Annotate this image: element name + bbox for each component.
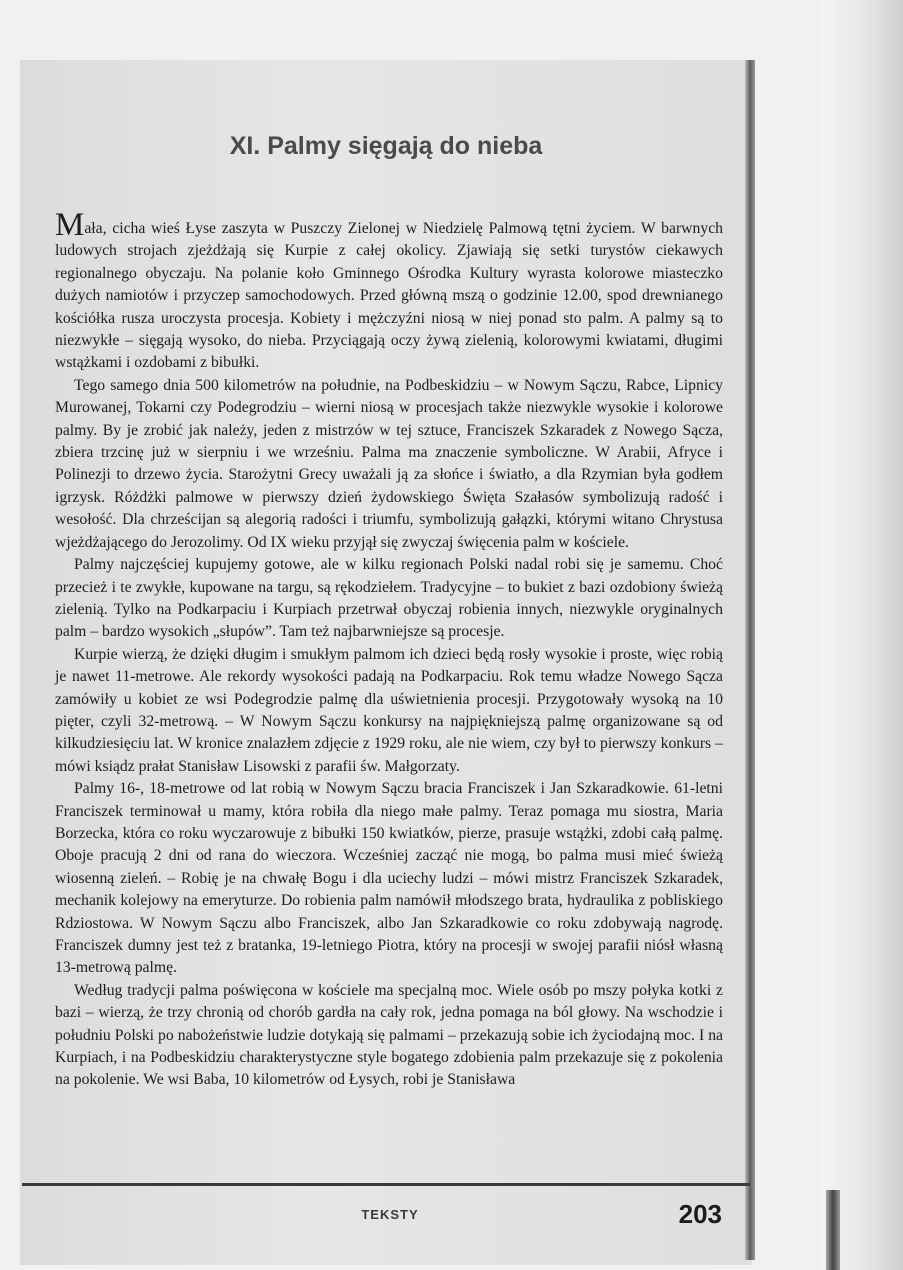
paragraph-6: Według tradycji palma poświęcona w kościele ma specjalną moc. Wiele osób po mszy połyka kotki z bazi – wierzą, że trzy chronią od chorób gardła na cały rok, jedna pomaga na ból głowy. Na wschodzie i południu Polski po nabożeństwie ludzie dotykają się palmami – przekazują sobie ich życiodajną moc. I na Kurpiach, i na Podbeskidziu charakterystyczne style bogatego zdobienia palm przekazuje się z pokolenia na pokolenie. We wsi Baba, 10 kilometrów od Łysych, robi je Stanisława bbox=[55, 981, 723, 1089]
article-body bbox=[55, 207, 723, 1092]
paragraph-2: Tego samego dnia 500 kilometrów na południe, na Podbeskidziu – w Nowym Sączu, Rabce, Lipnicy Murowanej, Tokarni czy Podegrodziu – wierni niosą w procesjach także niezwykle wysokie i kolorowe palmy. By je zrobić jak należy, jeden z mistrzów w tej sztuce, Franciszek Szkaradek z Nowego Sącza, zbiera trzcinę już w sierpniu i we wrześniu. Palma ma znaczenie symboliczne. W Arabii, Afryce i Polinezji to drzewo życia. Starożytni Grecy uważali ją za słońce i światło, a dla Rzymian była godłem igrzysk. Różdżki palmowe w pierwszy dzień żydowskiego Święta Szałasów symbolizują radość i wesołość. Dla chrześcijan są alegorią radości i triumfu, symbolizują gałązki, którymi witano Chrystusa wjeżdżającego do Jerozolimy. Od IX wieku przyjął się zwyczaj święcenia palm w kościele. bbox=[55, 376, 723, 551]
page-edge-shadow bbox=[745, 60, 755, 1260]
page-number: 203 bbox=[678, 1199, 722, 1229]
footer-rule bbox=[22, 1183, 750, 1186]
chapter-title: XI. Palmy sięgają do nieba bbox=[229, 132, 543, 160]
paragraph-5: Palmy 16-, 18-metrowe od lat robią w Nowym Sączu bracia Franciszek i Jan Szkaradkowie. 61-letni Franciszek terminował u mamy, która robiła dla niego małe palmy. Teraz pomaga mu siostra, Maria Borzecka, która co roku wyczarowuje z bibułki 150 kwiatków, pierze, prasuje wstążki, zdobi całą palmę. Oboje pracują 2 dni od rana do wieczora. Wcześniej zacząć nie mogą, bo palma musi mieć świeżą wiosenną zieleń. – Robię je na chwałę Bogu i dla uciechy ludzi – mówi mistrz Franciszek Szkaradek, mechanik kolejowy na emeryturze. Do robienia palm namówił młodszego brata, hydraulika z pobliskiego Rdziostowa. W Nowym Sączu albo Franciszek, albo Jan Szkaradkowie co roku zdobywają nagrodę. Franciszek dumny jest też z bratanka, 19-letniego Piotra, który na procesji w swojej parafii niósł własną 13-metrową palmę. bbox=[55, 780, 723, 977]
paragraph-4: Kurpie wierzą, że dzięki długim i smukłym palmom ich dzieci będą rosły wysokie i proste, więc robią je nawet 11-metrowe. Ale rekordy wysokości padają na Podkarpaciu. Rok temu władze Nowego Sącza zamówiły u kobiet ze wsi Podegrodzie palmę dla uświetnienia procesji. Przygotowały wysoką na 10 pięter, czyli 32-metrową. – W Nowym Sączu konkursy na najpiękniejszą palmę organizowane są od kilkudziesięciu lat. W kronice znalazłem zdjęcie z 1929 roku, ale nie wiem, czy był to pierwszy konkurs – mówi ksiądz prałat Stanisław Lisowski z parafii św. Małgorzaty. bbox=[55, 645, 723, 775]
binding-edge bbox=[826, 1190, 840, 1270]
footer-section-label: TEKSTY bbox=[361, 1207, 419, 1222]
paragraph-3: Palmy najczęściej kupujemy gotowe, ale w kilku regionach Polski nadal robi się je samemu. Choć przecież i te zwykłe, kupowane na targu, są rękodziełem. Tradycyjne – to bukiet z bazi ozdobiony świeżą zielenią. Tylko na Podkarpaciu i Kurpiach przetrwał obyczaj robienia innych, niezwykle oryginalnych palm – bardzo wysokich „słupów”. Tam też najbarwniejsze są procesje. bbox=[55, 556, 723, 641]
scanner-margin bbox=[820, 0, 903, 1270]
paragraph-1-text: ała, cicha wieś Łyse zaszyta w Puszczy Zielonej w Niedzielę Palmową tętni życiem. W barwnych ludowych strojach zjeżdżają się Kurpie z całej okolicy. Zjawiają się setki turystów ciekawych regionalnego obyczaju. Na polanie koło Gminnego Ośrodka Kultury wyrasta kolorowe miasteczko dużych namiotów i przyczep samochodowych. Przed główną mszą o godzinie 12.00, spod drewnianego kościółka rusza uroczysta procesja. Kobiety i mężczyźni niosą w niej ponad sto palm. A palmy są to niezwykłe – sięgają wysoko, do nieba. Przyciągają oczy żywą zielenią, kolorowymi kwiatami, długimi wstążkami i ozdobami z bibułki. bbox=[55, 220, 723, 372]
drop-cap: M bbox=[55, 207, 85, 243]
paragraph-1 bbox=[55, 207, 723, 375]
